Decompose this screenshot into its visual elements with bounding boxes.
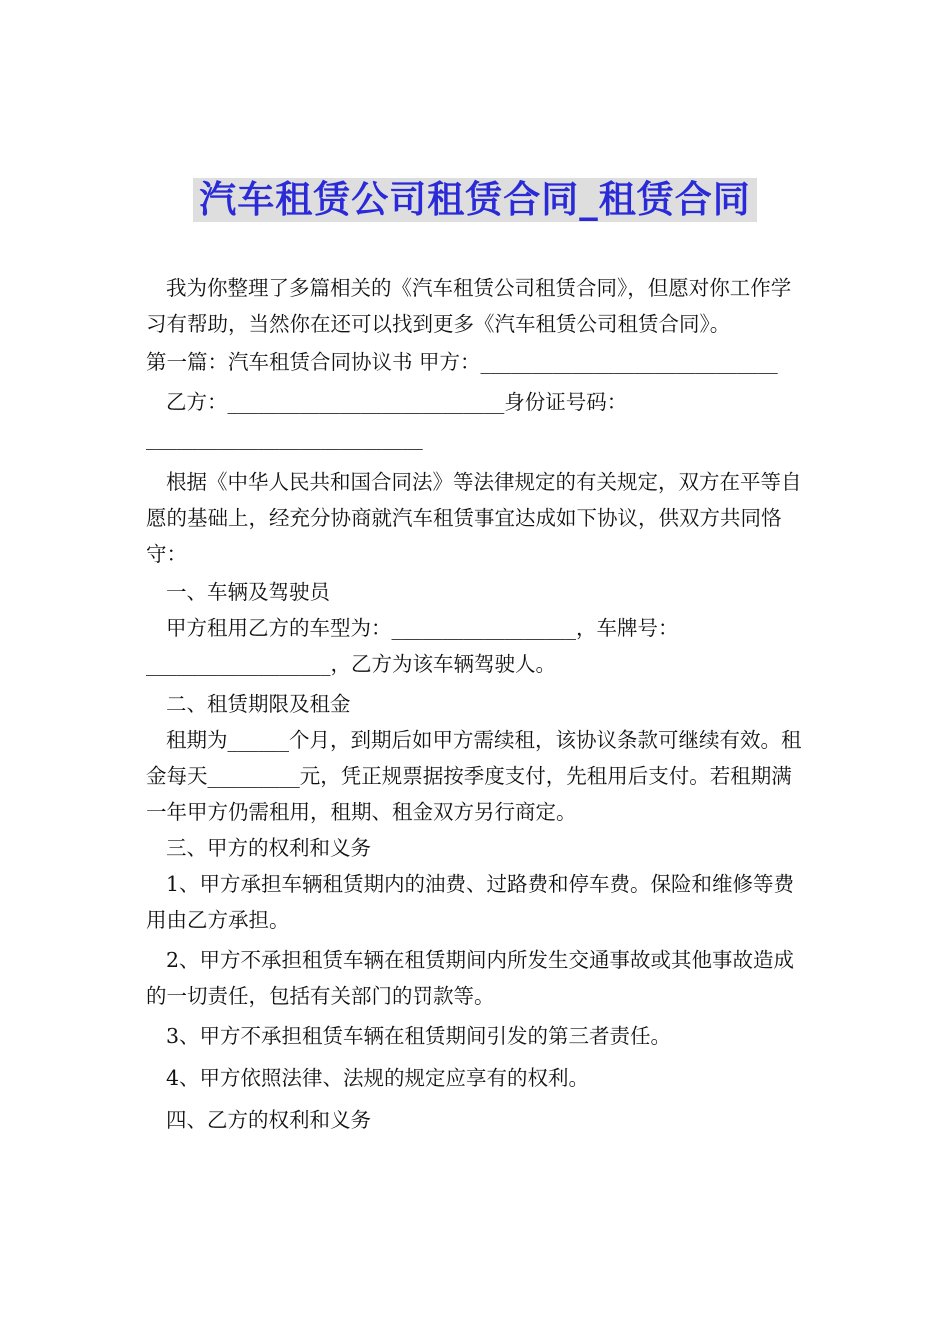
document-body [146,270,810,1138]
section-2-text: 租期为______个月，到期后如甲方需续租，该协议条款可继续有效。租金每天_________元，凭正规票据按季度支付，先租用后支付。若租期满一年甲方仍需租用，租期、租金双方另行商定。 [146,728,802,824]
section-1-heading: 一、车辆及驾驶员 [166,580,330,604]
preamble-paragraph: 根据《中华人民共和国合同法》等法律规定的有关规定，双方在平等自愿的基础上，经充分协商就汽车租赁事宜达成如下协议，供双方共同恪守： [146,470,802,566]
intro-paragraph: 我为你整理了多篇相关的《汽车租赁公司租赁合同》，但愿对你工作学习有帮助，当然你在还可以找到更多《汽车租赁公司租赁合同》。 [146,276,792,336]
section-4-heading: 四、乙方的权利和义务 [166,1108,371,1132]
section-1-text: 甲方租用乙方的车型为：__________________，车牌号：__________________，乙方为该车辆驾驶人。 [146,616,679,676]
title-container [0,178,950,222]
section-2-heading: 二、租赁期限及租金 [166,692,351,716]
section-3-heading: 三、甲方的权利和义务 [166,836,371,860]
document-title: 汽车租赁公司租赁合同_租赁合同 [193,178,757,222]
party-a-line: 第一篇：汽车租赁合同协议书 甲方：_____________________________ [146,350,778,374]
party-b-line: 乙方：___________________________身份证号码：___________________________ [146,390,628,450]
section-3-item-1: 1、甲方承担车辆租赁期内的油费、过路费和停车费。保险和维修等费用由乙方承担。 [146,872,795,932]
section-3-item-4: 4、甲方依照法律、法规的规定应享有的权利。 [166,1066,590,1090]
section-3-item-3: 3、甲方不承担租赁车辆在租赁期间引发的第三者责任。 [166,1024,672,1048]
section-3-item-2: 2、甲方不承担租赁车辆在租赁期间内所发生交通事故或其他事故造成的一切责任，包括有关部门的罚款等。 [146,948,795,1008]
